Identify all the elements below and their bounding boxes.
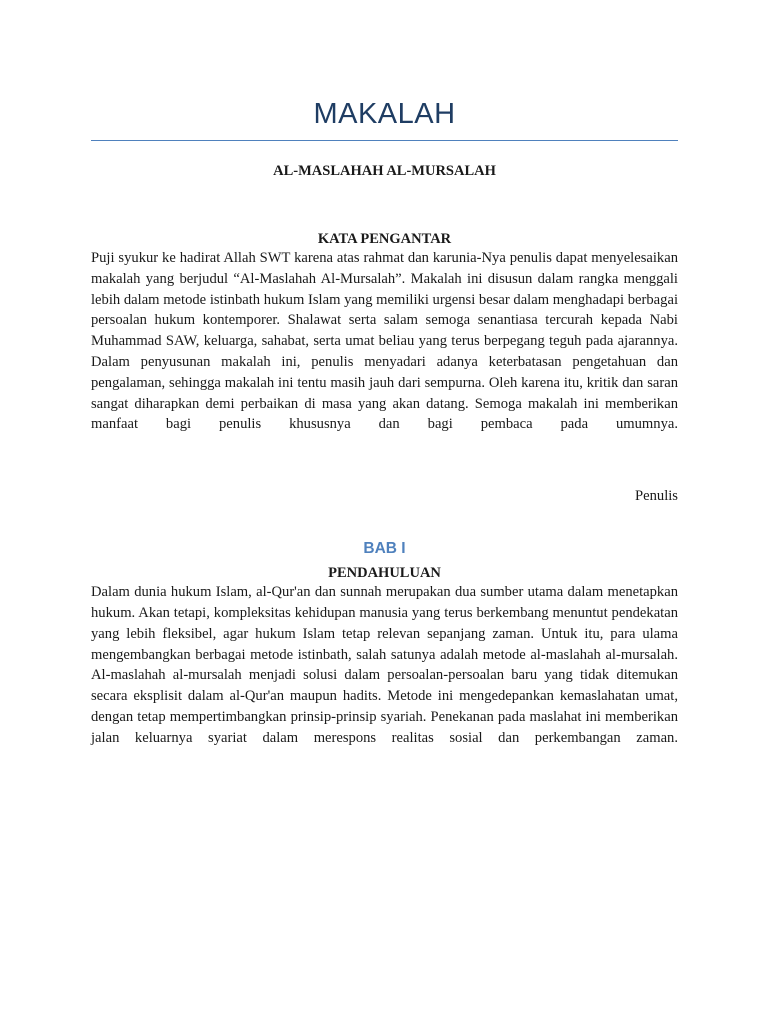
- document-title: MAKALAH: [313, 98, 456, 130]
- chapter-title: PENDAHULUAN: [328, 565, 441, 582]
- signature: Penulis: [635, 488, 678, 505]
- pendahuluan-paragraph-2: Al-maslahah al-mursalah menjadi solusi dalam persoalan-persoalan baru yang tidak ditemukan secara eksplisit dalam al-Qur'an maupun hadits. Metode ini mengedepankan kemaslahatan umat, dengan tetap mempertimbangkan prinsip-prinsip syariah. Penekanan pada maslahat ini memberikan jalan keluarnya syariat dalam merespons realitas sosial dan perkembangan zaman.: [91, 667, 678, 746]
- document-page: [91, 0, 678, 749]
- kata-pengantar-paragraph-1: Puji syukur ke hadirat Allah SWT karena atas rahmat dan karunia-Nya penulis dapat menyelesaikan makalah yang berjudul “Al-Maslahah Al-Mursalah”. Makalah ini disusun dalam rangka menggali lebih dalam metode istinbath hukum Islam yang memiliki urgensi besar dalam menghadapi berbagai persoalan hukum kontemporer. Shalawat serta salam semoga senantiasa tercurah kepada Nabi Muhammad SAW, keluarga, sahabat, serta umat beliau yang terus berpegang teguh pada ajarannya.: [91, 250, 678, 350]
- kata-pengantar-heading: KATA PENGANTAR: [317, 231, 452, 247]
- pendahuluan-paragraph-1: Dalam dunia hukum Islam, al-Qur'an dan sunnah merupakan dua sumber utama dalam menetapkan hukum. Akan tetapi, kompleksitas kehidupan manusia yang terus berkembang menuntut pendekatan yang lebih fleksibel, agar hukum Islam tetap relevan sepanjang zaman. Untuk itu, para ulama mengembangkan berbagai metode istinbath, salah satunya adalah metode al-maslahah al-mursalah.: [91, 584, 678, 663]
- title-divider: [91, 140, 678, 141]
- chapter-label: BAB I: [363, 540, 406, 558]
- kata-pengantar-paragraph-2: Dalam penyusunan makalah ini, penulis menyadari adanya keterbatasan pengetahuan dan pengalaman, sehingga makalah ini tentu masih jauh dari sempurna. Oleh karena itu, kritik dan saran sangat diharapkan demi perbaikan di masa yang akan datang. Semoga makalah ini memberikan manfaat bagi penulis khususnya dan bagi pembaca pada umumnya.: [91, 353, 678, 433]
- document-subtitle: AL-MASLAHAH AL-MURSALAH: [273, 163, 496, 179]
